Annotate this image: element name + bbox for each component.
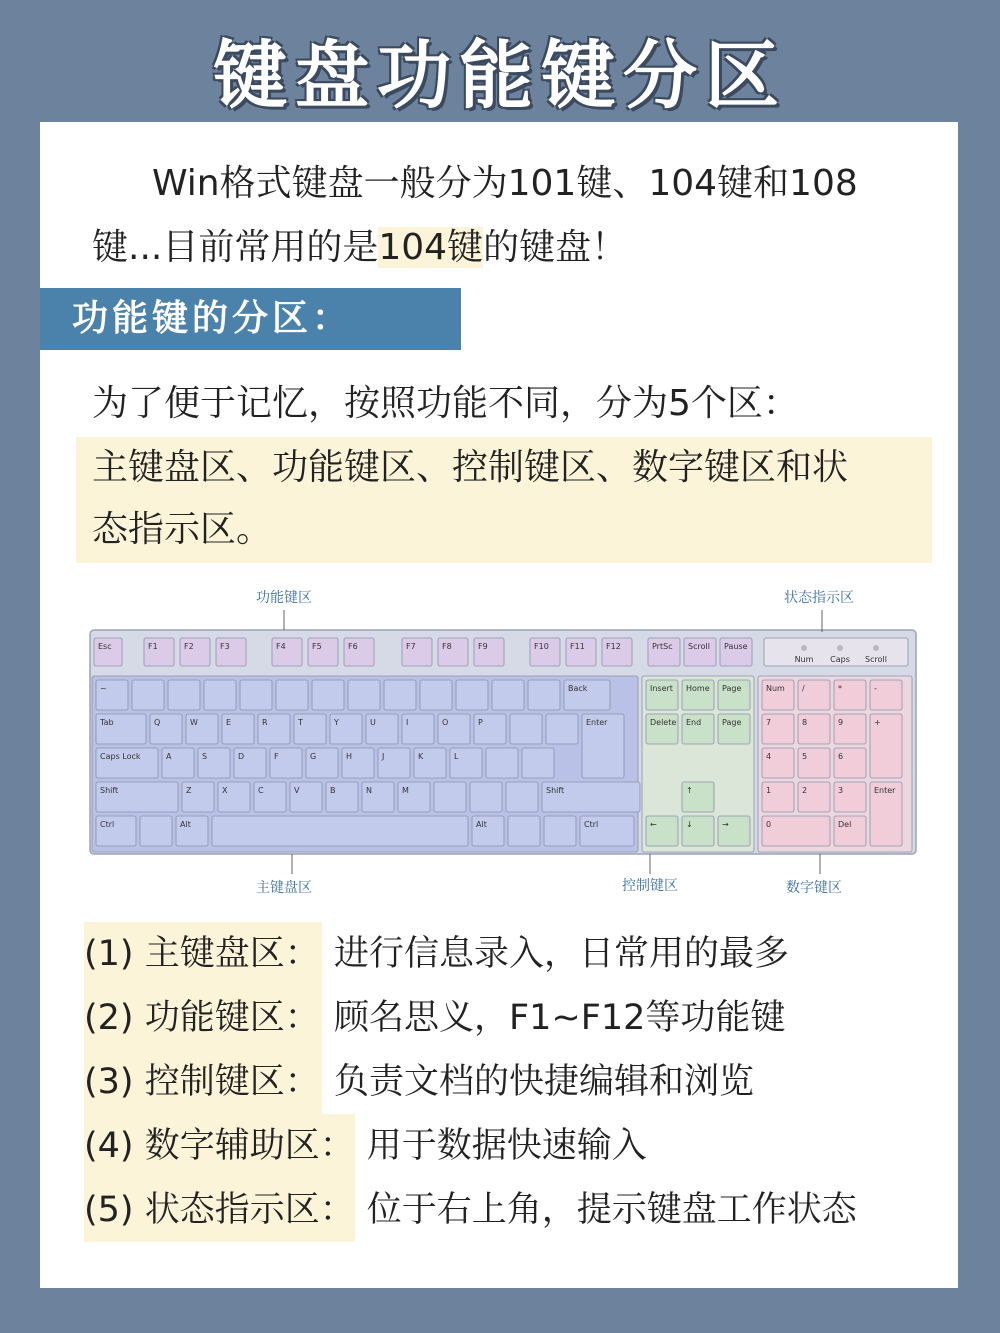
key-label: F11 (570, 642, 585, 651)
key-label: Delete (650, 718, 677, 727)
key-label: F2 (184, 642, 194, 651)
keyboard-key (544, 816, 576, 846)
key-label: L (454, 752, 459, 761)
key-label: A (166, 752, 172, 761)
key-label: F5 (312, 642, 322, 651)
content-card (40, 122, 958, 1288)
key-label: 7 (766, 718, 772, 727)
label-function-zone: 功能键区 (256, 590, 312, 606)
key-label: Shift (546, 786, 565, 795)
list-desc: 顾名思义，F1~F12等功能键 (334, 998, 786, 1038)
key-label: Insert (650, 684, 673, 693)
key-label: I (406, 718, 409, 727)
keyboard-diagram (84, 582, 924, 912)
intro-line-2b: 的键盘！ (483, 227, 628, 268)
keyboard-key (348, 680, 380, 710)
key-label: Y (334, 718, 339, 727)
keyboard-key (168, 680, 200, 710)
key-label: N (366, 786, 372, 795)
key-label: V (294, 786, 300, 795)
key-label: B (330, 786, 336, 795)
key-label: X (222, 786, 228, 795)
key-label: 3 (838, 786, 844, 795)
key-label: Alt (180, 820, 191, 829)
key-label: K (418, 752, 424, 761)
list-desc: 进行信息录入，日常用的最多 (334, 934, 790, 974)
key-label: F3 (220, 642, 230, 651)
list-item (84, 1050, 944, 1114)
key-label: J (382, 752, 385, 761)
label-status-zone: 状态指示区 (784, 590, 854, 606)
zones-list-text (76, 437, 932, 563)
key-label: 1 (766, 786, 772, 795)
indicator-label: Caps (830, 655, 850, 664)
intro-text (92, 152, 922, 280)
key-label: U (370, 718, 376, 727)
key-label: Tab (100, 718, 114, 727)
key-label: F7 (406, 642, 416, 651)
key-label: Del (838, 820, 852, 829)
zones-line-2: 态指示区。 (92, 509, 273, 550)
key-label: Page (722, 718, 742, 727)
key-label: ~ (100, 684, 107, 693)
key-label: Scroll (688, 642, 710, 651)
keyboard-key (132, 680, 164, 710)
keyboard-key (506, 782, 538, 812)
label-control-zone: 控制键区 (622, 878, 678, 894)
key-label: - (874, 684, 877, 693)
key-label: E (226, 718, 232, 727)
key-label: G (310, 752, 317, 761)
zones-line-1: 主键盘区、功能键区、控制键区、数字键区和状 (92, 447, 849, 488)
key-label: Num (766, 684, 785, 693)
key-label: P (478, 718, 483, 727)
key-label: Enter (874, 786, 896, 795)
key-label: T (298, 718, 303, 727)
list-label: (3) 控制键区： (84, 1050, 322, 1114)
keyboard-key (762, 816, 830, 846)
space-key (212, 816, 468, 846)
keyboard-key (384, 680, 416, 710)
keyboard-key (456, 680, 488, 710)
key-label: * (838, 684, 842, 693)
list-item (84, 1114, 944, 1178)
key-label: F9 (478, 642, 488, 651)
key-label: Q (154, 718, 161, 727)
key-label: 9 (838, 718, 844, 727)
indicator-light (873, 645, 879, 651)
intro-highlight: 104键 (378, 227, 484, 268)
key-label: 6 (838, 752, 844, 761)
key-label: End (686, 718, 702, 727)
key-label: Pause (724, 642, 748, 651)
list-label: (2) 功能键区： (84, 986, 322, 1050)
keyboard-key (240, 680, 272, 710)
zone-list (84, 922, 944, 1242)
key-label: F1 (148, 642, 158, 651)
list-label: (4) 数字辅助区： (84, 1114, 355, 1178)
indicator-label: Scroll (865, 655, 887, 664)
key-label: + (874, 718, 881, 727)
key-label: 4 (766, 752, 772, 761)
key-label: Page (722, 684, 742, 693)
key-label: Ctrl (100, 820, 115, 829)
key-label: Ctrl (584, 820, 599, 829)
key-label: F (274, 752, 279, 761)
list-label: (1) 主键盘区： (84, 922, 322, 986)
key-label: ↑ (686, 786, 693, 795)
key-label: 0 (766, 820, 772, 829)
keyboard-key (492, 680, 524, 710)
key-label: F12 (606, 642, 621, 651)
intro-line-2a: 键...目前常用的是 (92, 227, 379, 268)
key-label: F6 (348, 642, 358, 651)
list-desc: 负责文档的快捷编辑和浏览 (334, 1062, 755, 1102)
key-label: F8 (442, 642, 452, 651)
key-label: H (346, 752, 353, 761)
keyboard-key (312, 680, 344, 710)
key-label: → (722, 820, 729, 829)
zones-intro: 为了便于记忆，按照功能不同，分为5个区： (92, 383, 799, 424)
key-label: 8 (802, 718, 808, 727)
key-label: C (258, 786, 264, 795)
list-desc: 位于右上角，提示键盘工作状态 (366, 1190, 857, 1230)
keyboard-key (546, 714, 578, 744)
key-label: M (402, 786, 409, 795)
key-label: Esc (98, 642, 112, 651)
list-item (84, 986, 944, 1050)
key-label: F10 (534, 642, 549, 651)
keyboard-svg (84, 582, 924, 912)
key-label: 5 (802, 752, 808, 761)
keyboard-key (140, 816, 172, 846)
indicator-light (837, 645, 843, 651)
key-label: F4 (276, 642, 286, 651)
keyboard-key (204, 680, 236, 710)
keyboard-key (510, 714, 542, 744)
keyboard-key (528, 680, 560, 710)
keyboard-key (522, 748, 554, 778)
list-desc: 用于数据快速输入 (366, 1126, 647, 1166)
key-label: Back (568, 684, 588, 693)
label-main-zone: 主键盘区 (256, 880, 312, 896)
key-label: PrtSc (652, 642, 673, 651)
key-label: Z (186, 786, 192, 795)
key-label: Caps Lock (100, 752, 141, 761)
key-label: R (262, 718, 268, 727)
list-label: (5) 状态指示区： (84, 1178, 355, 1242)
page-title: 键盘功能键分区 (213, 33, 787, 119)
section-title: 功能键的分区： (40, 288, 461, 350)
key-label: D (238, 752, 245, 761)
key-label: / (802, 684, 805, 693)
keyboard-key (420, 680, 452, 710)
indicator-light (801, 645, 807, 651)
key-label: Enter (586, 718, 608, 727)
key-label: Shift (100, 786, 119, 795)
key-label: ↓ (686, 820, 693, 829)
list-item (84, 922, 944, 986)
key-label: W (190, 718, 198, 727)
keyboard-key (486, 748, 518, 778)
list-item (84, 1178, 944, 1242)
label-numeric-zone: 数字键区 (786, 880, 842, 896)
key-label: 2 (802, 786, 808, 795)
key-label: O (442, 718, 449, 727)
keyboard-key (470, 782, 502, 812)
intro-line-1: Win格式键盘一般分为101键、104键和108 (152, 163, 858, 204)
keyboard-key (276, 680, 308, 710)
key-label: Home (686, 684, 710, 693)
key-label: Alt (476, 820, 487, 829)
indicator-label: Num (794, 655, 814, 664)
key-label: S (202, 752, 208, 761)
key-label: ← (650, 820, 657, 829)
keyboard-key (508, 816, 540, 846)
keyboard-key (434, 782, 466, 812)
